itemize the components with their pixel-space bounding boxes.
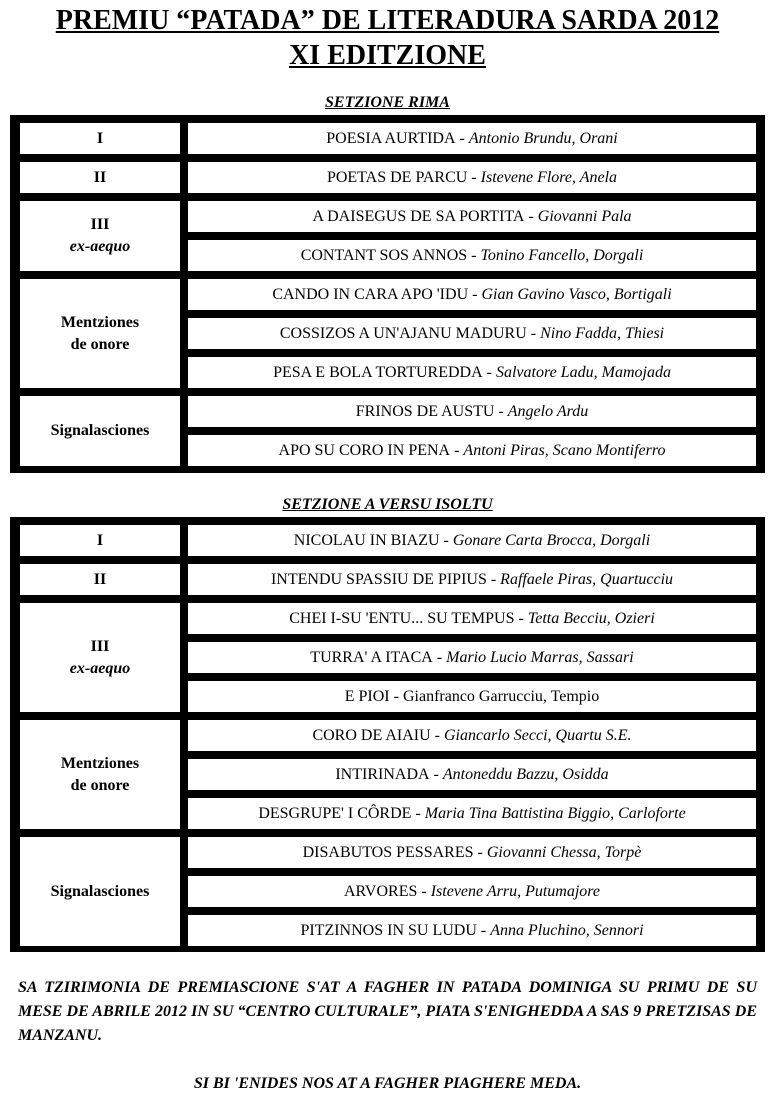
separator: - [473,843,487,861]
work-title: TURRA' A ITACA [310,648,433,666]
author-name: Anna Pluchino, Sennori [490,921,644,939]
award-entry [188,201,756,232]
separator: - [432,648,447,666]
award-entry [188,396,756,427]
separator: - [486,570,501,588]
rank-label: II [93,168,107,186]
separator: - [439,531,453,549]
award-entry [188,525,756,556]
award-entry [188,642,756,673]
author-name: Giovanni Pala [537,207,632,225]
author-name: Salvatore Ladu, Mamojada [495,363,671,381]
award-entry [188,876,756,907]
separator: - [476,921,491,939]
section-heading-rima: SETZIONE RIMA [325,94,450,111]
author-name: Antoni Piras, Scano Montiferro [463,441,666,459]
separator: - [389,687,403,705]
work-title: POESIA AURTIDA [326,129,456,147]
separator: - [429,765,443,783]
rank-label: Mentziones [60,313,140,331]
separator: - [468,285,482,303]
author-name: Gian Gavino Vasco, Bortigali [481,285,672,303]
separator: - [524,207,538,225]
results-table-rima [10,115,765,473]
rank-cell [20,201,180,271]
work-title: E PIOI [344,687,390,705]
section-heading-versu-isoltu: SETZIONE A VERSU ISOLTU [282,496,493,513]
rank-cell [20,837,180,946]
separator: - [455,129,469,147]
award-entry [188,123,756,154]
rank-label: Mentziones [60,754,140,772]
award-entry [188,603,756,634]
author-name: Gianfranco Garrucciu, Tempio [402,687,600,705]
separator: - [411,804,425,822]
work-title: ARVORES [343,882,418,900]
page-title: PREMIU “PATADA” DE LITERADURA SARDA 2012 [55,5,720,36]
rank-label: I [96,129,104,147]
award-entry [188,837,756,868]
rank-cell [20,525,180,556]
separator: - [482,363,496,381]
author-name: Istevene Flore, Anela [480,168,618,186]
ceremony-announcement: SA TZIRIMONIA DE PREMIASCIONE S'AT A FAGHER IN PATADA DOMINIGA SU PRIMU DE SU MESE DE ABRILE 2012 IN SU “CENTRO CULTURALE”, PIATA S'ENIGHEDDA A SAS 9 PRETZISAS DE MANZANU. [18,979,757,1044]
work-title: DESGRUPE' I CÔRDE [258,804,412,822]
rank-label: Signalasciones [50,422,150,439]
work-title: INTIRINADA [335,765,430,783]
rank-label: I [96,531,104,549]
separator: - [467,246,481,264]
work-title: NICOLAU IN BIAZU [293,531,440,549]
work-title: FRINOS DE AUSTU [355,402,495,420]
author-name: Istevene Arru, Putumajore [430,882,601,900]
rank-label: II [93,570,107,588]
rank-sublabel: ex-aequo [69,659,131,677]
rank-label: III [90,216,110,233]
work-title: INTENDU SPASSIU DE PIPIUS [270,570,487,588]
work-title: DISABUTOS PESSARES [302,843,474,861]
separator: - [514,609,528,627]
award-entry [188,798,756,829]
author-name: Tetta Becciu, Ozieri [527,609,655,627]
rank-sublabel: ex-aequo [69,238,131,255]
work-title: PITZINNOS IN SU LUDU [300,921,477,939]
work-title: APO SU CORO IN PENA [278,441,451,459]
rank-cell [20,564,180,595]
rank-cell [20,162,180,193]
work-title: POETAS DE PARCU [326,168,468,186]
separator: - [494,402,508,420]
rank-cell [20,720,180,829]
separator: - [450,441,464,459]
rank-cell [20,603,180,712]
rank-label: III [90,637,110,655]
award-entry [188,357,756,388]
separator: - [526,324,541,342]
author-name: Antonio Brundu, Orani [468,129,618,147]
author-name: Nino Fadda, Thiesi [540,324,665,342]
work-title: CHEI I-SU 'ENTU... SU TEMPUS [289,609,515,627]
author-name: Mario Lucio Marras, Sassari [446,648,634,666]
separator: - [417,882,431,900]
rank-cell [20,279,180,388]
work-title: CANDO IN CARA APO 'IDU [272,285,469,303]
rank-cell [20,123,180,154]
rank-cell [20,396,180,466]
closing-message: SI BI 'ENIDES NOS AT A FAGHER PIAGHERE MEDA. [193,1075,582,1092]
rank-label: Signalasciones [50,882,150,900]
award-entry [188,435,756,466]
award-entry [188,720,756,751]
award-entry [188,318,756,349]
rank-sublabel: de onore [70,776,130,794]
author-name: Angelo Ardu [507,402,589,420]
author-name: Tonino Fancello, Dorgali [480,246,644,264]
separator: - [467,168,481,186]
award-entry [188,162,756,193]
edition-subtitle: XI EDITZIONE [289,40,486,71]
award-entry [188,279,756,310]
award-entry [188,915,756,946]
author-name: Gonare Carta Brocca, Dorgali [452,531,651,549]
author-name: Raffaele Piras, Quartucciu [500,570,674,588]
award-entry [188,564,756,595]
separator: - [430,726,444,744]
author-name: Antoneddu Bazzu, Osidda [442,765,609,783]
author-name: Maria Tina Battistina Biggio, Carloforte [424,804,686,822]
work-title: CORO DE AIAIU [312,726,431,744]
award-entry [188,681,756,712]
award-entry [188,759,756,790]
work-title: PESA E BOLA TORTUREDDA [273,363,483,381]
rank-sublabel: de onore [70,335,130,353]
work-title: A DAISEGUS DE SA PORTITA [312,207,525,225]
author-name: Giancarlo Secci, Quartu S.E. [444,726,632,744]
work-title: CONTANT SOS ANNOS [300,246,468,264]
award-entry [188,240,756,271]
author-name: Giovanni Chessa, Torpè [486,843,642,861]
results-table-versu-isoltu [10,517,765,952]
work-title: COSSIZOS A UN'AJANU MADURU [279,324,527,342]
